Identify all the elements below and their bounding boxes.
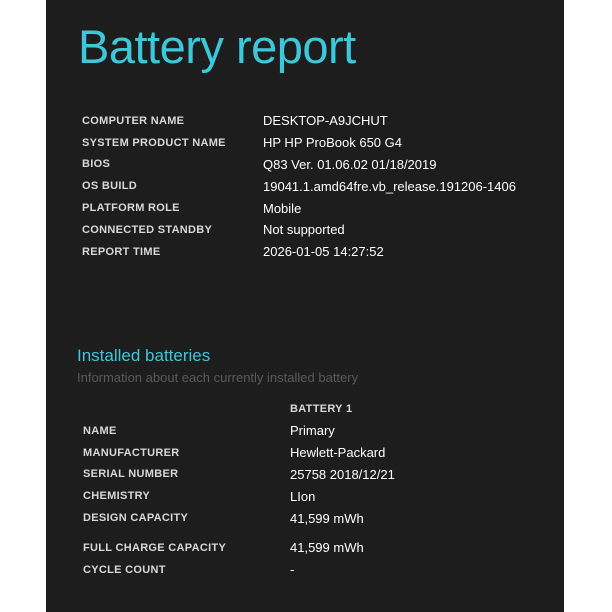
battery-field-value: Primary [290,423,335,439]
battery-field-value: LIon [290,488,316,504]
battery-field-value: 41,599 mWh [290,540,364,556]
battery-row-cycle-count [83,559,395,581]
system-info-row-report-time [82,241,516,263]
battery-row-name [83,420,395,442]
installed-batteries-subheading: Information about each currently installed battery [77,370,359,385]
system-info-value: Q83 Ver. 01.06.02 01/18/2019 [263,156,437,172]
battery-field-value: 41,599 mWh [290,510,364,526]
battery-row-full-charge-capacity [83,537,395,559]
system-info-value: Mobile [263,200,302,216]
battery-row-serial-number [83,464,395,486]
system-info-row-system-product-name [82,132,516,154]
system-info-label: CONNECTED STANDBY [82,223,213,236]
battery-row-manufacturer [83,442,395,464]
battery-field-value: 25758 2018/12/21 [290,466,395,482]
system-info-row-os-build [82,175,516,197]
battery-field-label: FULL CHARGE CAPACITY [83,541,227,554]
system-info-label: OS BUILD [82,180,137,193]
page-title: Battery report [78,20,356,73]
battery-report-page [46,0,564,612]
system-info-label: PLATFORM ROLE [82,202,180,215]
system-info-label: SYSTEM PRODUCT NAME [82,136,226,149]
installed-batteries-table [83,420,395,581]
system-info-row-bios [82,154,516,176]
system-info-table [82,110,516,263]
battery-field-label: DESIGN CAPACITY [83,512,189,525]
battery-row-design-capacity [83,507,395,529]
system-info-label: BIOS [82,158,111,171]
system-info-row-connected-standby [82,219,516,241]
system-info-row-computer-name [82,110,516,132]
system-info-label: REPORT TIME [82,245,161,258]
battery-field-value: - [290,562,295,578]
battery-row-chemistry [83,485,395,507]
battery-field-label: NAME [83,424,117,437]
battery-field-label: CHEMISTRY [83,490,151,503]
installed-batteries-heading: Installed batteries [77,346,211,365]
system-info-value: 2026-01-05 14:27:52 [263,244,384,260]
battery-row-spacer [83,529,395,537]
system-info-value: 19041.1.amd64fre.vb_release.191206-1406 [263,178,516,194]
system-info-label: COMPUTER NAME [82,114,185,127]
system-info-value: DESKTOP-A9JCHUT [263,113,388,129]
battery-field-value: Hewlett-Packard [290,445,386,461]
battery-field-label: SERIAL NUMBER [83,468,179,481]
battery-column-header: BATTERY 1 [290,403,353,415]
system-info-value: Not supported [263,222,345,238]
system-info-row-platform-role [82,197,516,219]
battery-field-label: MANUFACTURER [83,446,180,459]
system-info-value: HP HP ProBook 650 G4 [263,135,402,151]
battery-field-label: CYCLE COUNT [83,563,166,576]
